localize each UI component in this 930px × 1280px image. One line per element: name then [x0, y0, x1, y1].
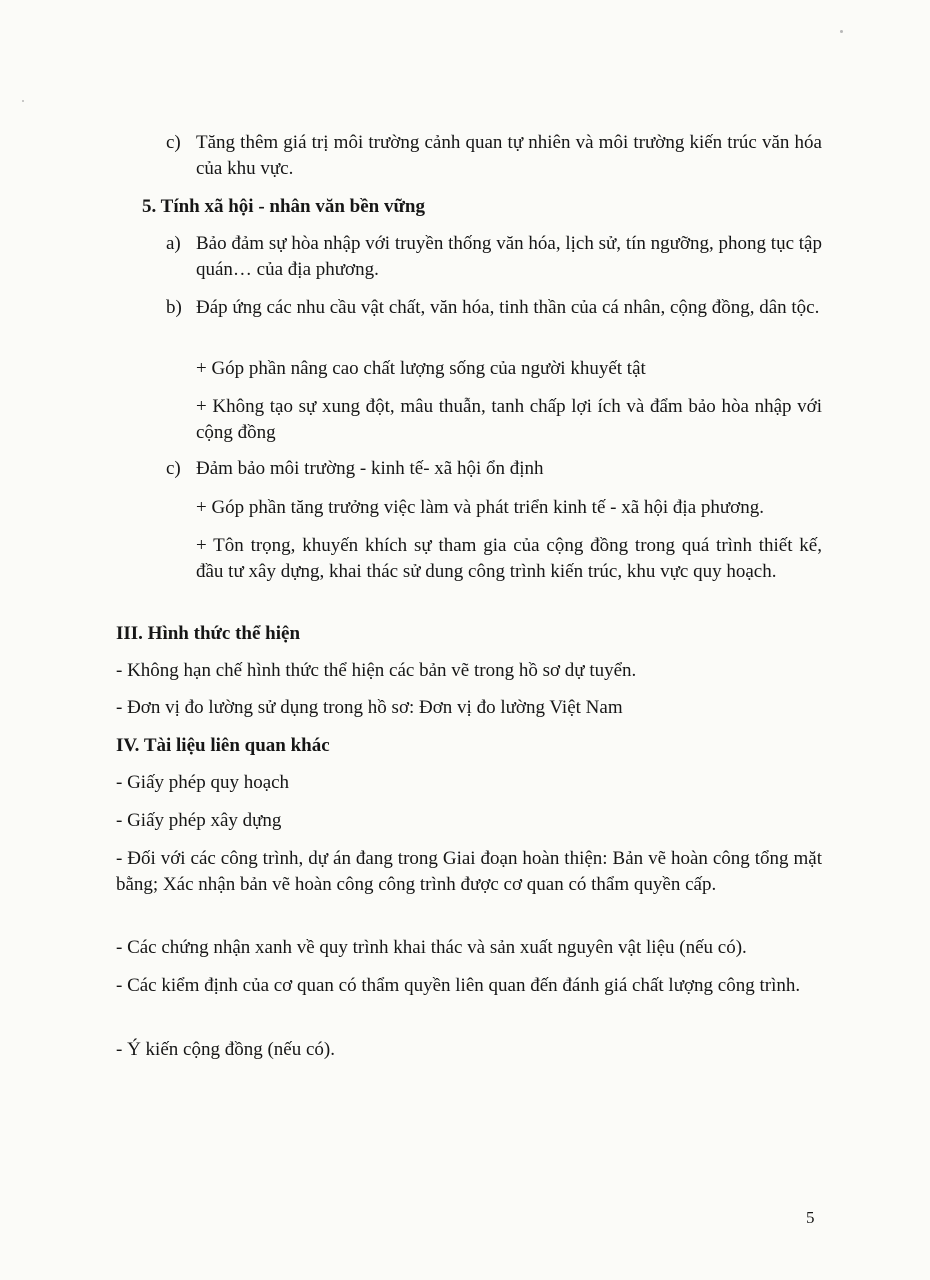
sub-item-c2: + Tôn trọng, khuyến khích sự tham gia của cộng đồng trong quá trình thiết kế, đầu tư xây dựng, khai thác sử dung công trình kiến trúc, khu vực quy hoạch. [196, 535, 822, 582]
list-item-text: Đảm bảo môi trường - kinh tế- xã hội ổn định [196, 458, 544, 479]
list-item-c [166, 456, 822, 482]
list-item-text: Bảo đảm sự hòa nhập với truyền thống văn hóa, lịch sử, tín ngưỡng, phong tục tập quán… của địa phương. [196, 233, 822, 280]
list-item-b [166, 295, 822, 321]
page-number: 5 [806, 1208, 815, 1227]
list-marker: b) [166, 297, 182, 318]
section-iv-line-1: - Giấy phép quy hoạch [116, 772, 290, 793]
sub-item-b2: + Không tạo sự xung đột, mâu thuẫn, tanh chấp lợi ích và đẩm bảo hòa nhập với cộng đồng [196, 396, 822, 443]
list-item-c-prev [166, 130, 822, 182]
list-marker: c) [166, 458, 181, 479]
heading-5: 5. Tính xã hội - nhân văn bền vững [142, 196, 425, 217]
section-iv-line-2: - Giấy phép xây dựng [116, 810, 282, 831]
heading-iii: III. Hình thức thể hiện [116, 623, 301, 644]
section-iv-line-4: - Các chứng nhận xanh về quy trình khai thác và sản xuất nguyên vật liệu (nếu có). [116, 937, 747, 958]
section-iii-line-2: - Đơn vị đo lường sử dụng trong hồ sơ: Đơn vị đo lường Việt Nam [116, 697, 623, 718]
list-marker: a) [166, 233, 181, 254]
section-iii-line-1: - Không hạn chế hình thức thể hiện các bản vẽ trong hồ sơ dự tuyển. [116, 660, 637, 681]
list-item-text: Đáp ứng các nhu cầu vật chất, văn hóa, tinh thần của cá nhân, cộng đồng, dân tộc. [196, 297, 820, 318]
section-iv-line-6: - Ý kiến cộng đồng (nếu có). [116, 1039, 335, 1060]
list-marker: c) [166, 132, 181, 153]
sub-item-b1: + Góp phần nâng cao chất lượng sống của người khuyết tật [196, 358, 646, 379]
list-item-text: Tăng thêm giá trị môi trường cảnh quan tự nhiên và môi trường kiến trúc văn hóa của khu vực. [196, 132, 822, 179]
section-iv-line-5: - Các kiểm định của cơ quan có thẩm quyền liên quan đến đánh giá chất lượng công trình. [116, 975, 801, 996]
sub-item-c1: + Góp phần tăng trưởng việc làm và phát triển kinh tế - xã hội địa phương. [196, 497, 764, 518]
scan-speck [840, 30, 843, 33]
section-iv-line-3: - Đối với các công trình, dự án đang trong Giai đoạn hoàn thiện: Bản vẽ hoàn công tổng mặt bằng; Xác nhận bản vẽ hoàn công công trình được cơ quan có thẩm quyền cấp. [116, 848, 822, 895]
heading-iv: IV. Tài liệu liên quan khác [116, 735, 330, 756]
list-item-a [166, 231, 822, 283]
scan-speck [22, 100, 24, 102]
